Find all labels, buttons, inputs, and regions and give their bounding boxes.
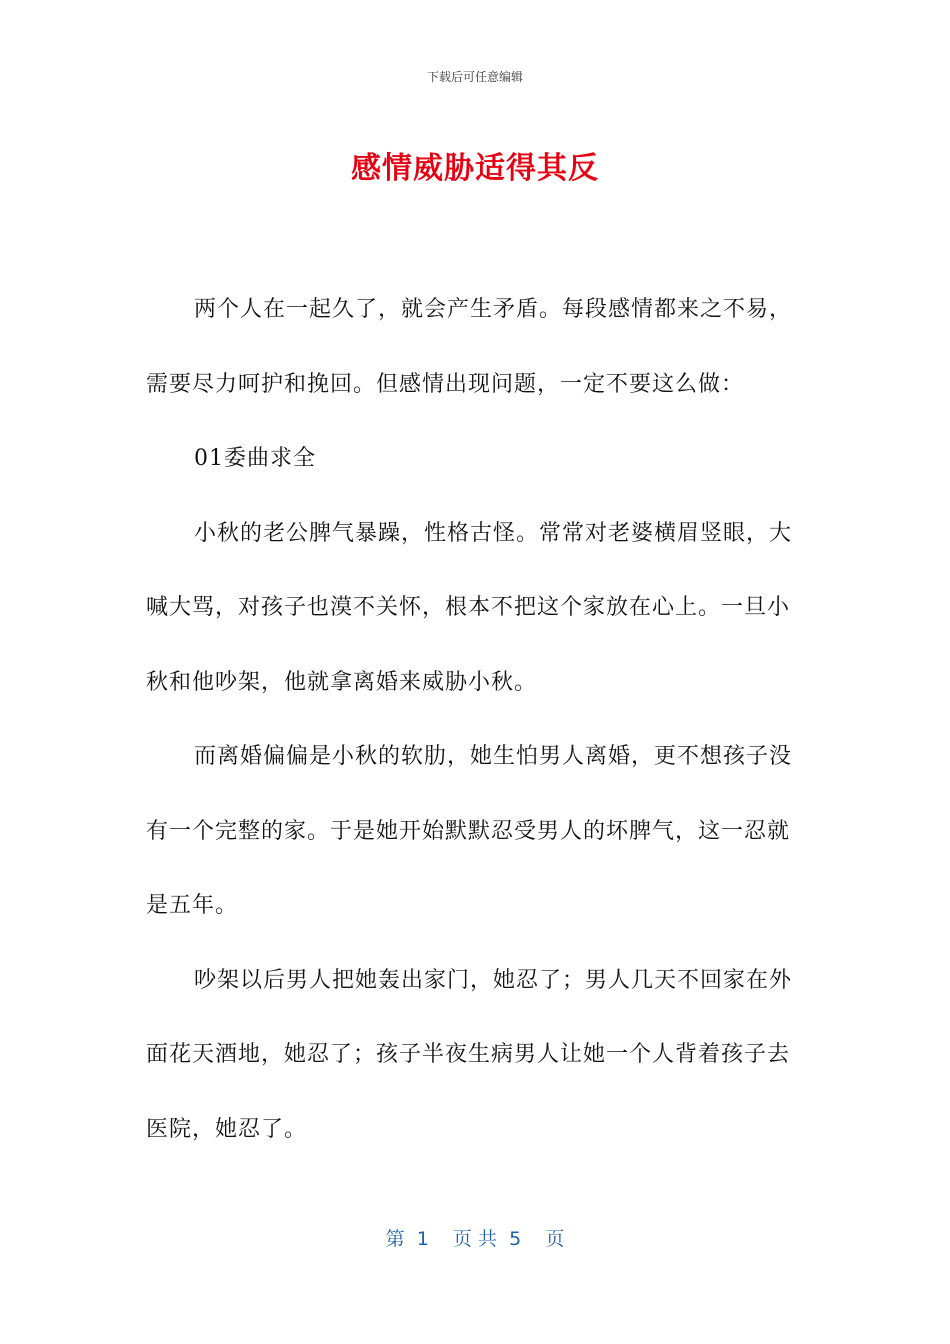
document-title: 感情威胁适得其反: [351, 151, 599, 186]
header-note: 下载后可任意编辑: [426, 70, 523, 84]
page-number-footer: 第 1 页 共 5 页: [385, 1228, 565, 1250]
paragraph: 而离婚偏偏是小秋的软肋，她生怕男人离婚，更不想孩子没有一个完整的家。于是她开始默默忍受男人的坏脾气，这一忍就是五年。: [146, 744, 793, 918]
section-heading: 01委曲求全: [194, 446, 316, 471]
document-body: [146, 273, 806, 1167]
paragraph: 小秋的老公脾气暴躁，性格古怪。常常对老婆横眉竖眼，大喊大骂，对孩子也漠不关怀，根本不把这个家放在心上。一旦小秋和他吵架，他就拿离婚来威胁小秋。: [146, 520, 793, 695]
paragraph: 两个人在一起久了，就会产生矛盾。每段感情都来之不易，需要尽力呵护和挽回。但感情出现问题，一定不要这么做：: [146, 297, 793, 397]
paragraph: 吵架以后男人把她轰出家门，她忍了；男人几天不回家在外面花天酒地，她忍了；孩子半夜生病男人让她一个人背着孩子去医院，她忍了。: [146, 967, 793, 1142]
